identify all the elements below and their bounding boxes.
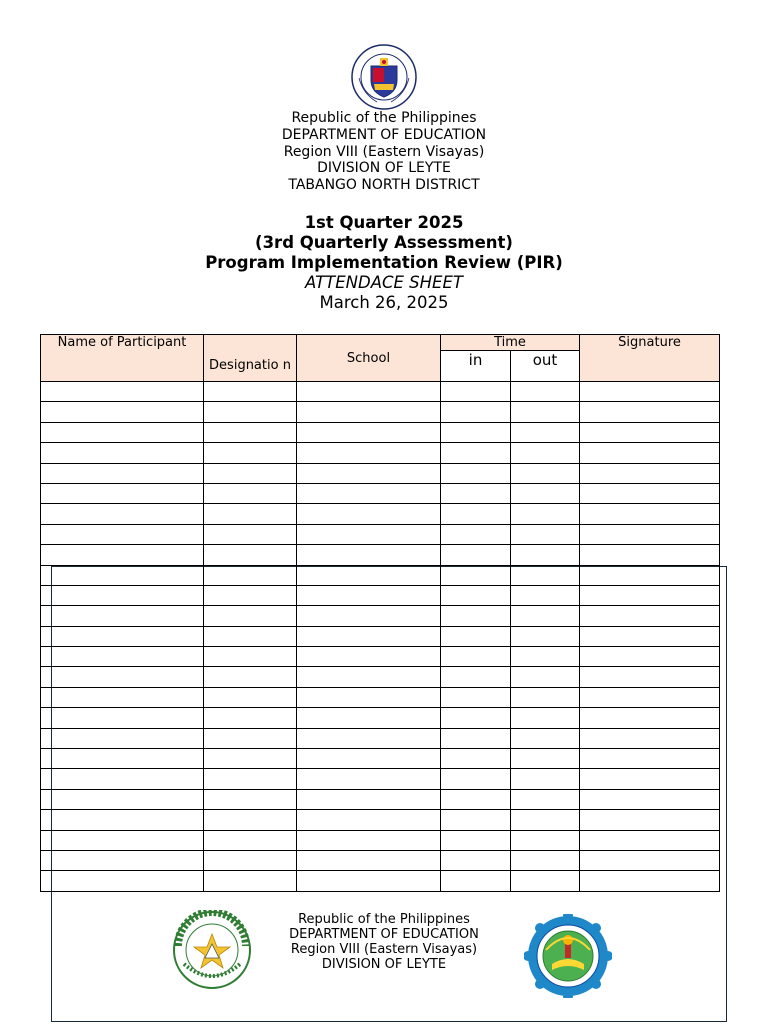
- cell-designation[interactable]: [204, 483, 297, 503]
- table-row: [41, 565, 720, 585]
- col-header-time-out: out: [511, 351, 580, 382]
- cell-name[interactable]: [41, 585, 204, 605]
- cell-time-in[interactable]: [441, 789, 511, 809]
- cell-name[interactable]: [41, 830, 204, 850]
- cell-time-out[interactable]: [511, 545, 580, 565]
- cell-signature[interactable]: [580, 789, 720, 809]
- cell-time-out[interactable]: [511, 667, 580, 687]
- cell-signature[interactable]: [580, 504, 720, 524]
- cell-name[interactable]: [41, 483, 204, 503]
- footer-republic: Republic of the Philippines: [298, 912, 470, 927]
- cell-name[interactable]: [41, 463, 204, 483]
- cell-school[interactable]: [297, 402, 441, 422]
- attendance-table-body: [41, 382, 720, 892]
- cell-signature[interactable]: [580, 463, 720, 483]
- header-division: DIVISION OF LEYTE: [317, 160, 451, 177]
- cell-signature[interactable]: [580, 483, 720, 503]
- cell-name[interactable]: [41, 545, 204, 565]
- cell-name[interactable]: [41, 708, 204, 728]
- table-row: [41, 728, 720, 748]
- cell-name[interactable]: [41, 769, 204, 789]
- cell-time-in[interactable]: [441, 728, 511, 748]
- cell-time-out[interactable]: [511, 647, 580, 667]
- cell-school[interactable]: [297, 606, 441, 626]
- cell-time-out[interactable]: [511, 830, 580, 850]
- table-row: [41, 850, 720, 870]
- table-row: [41, 504, 720, 524]
- cell-signature[interactable]: [580, 524, 720, 544]
- cell-signature[interactable]: [580, 749, 720, 769]
- col-header-signature: Signature: [580, 335, 720, 382]
- cell-time-out[interactable]: [511, 463, 580, 483]
- cell-signature[interactable]: [580, 402, 720, 422]
- table-row: [41, 483, 720, 503]
- cell-time-out[interactable]: [511, 504, 580, 524]
- cell-time-in[interactable]: [441, 769, 511, 789]
- cell-time-in[interactable]: [441, 545, 511, 565]
- cell-name[interactable]: [41, 749, 204, 769]
- cell-designation[interactable]: [204, 789, 297, 809]
- cell-signature[interactable]: [580, 830, 720, 850]
- table-row: [41, 830, 720, 850]
- cell-name[interactable]: [41, 606, 204, 626]
- cell-school[interactable]: [297, 687, 441, 707]
- cell-school[interactable]: [297, 769, 441, 789]
- table-row: [41, 606, 720, 626]
- cell-signature[interactable]: [580, 647, 720, 667]
- table-row: [41, 463, 720, 483]
- table-row: [41, 647, 720, 667]
- cell-time-in[interactable]: [441, 443, 511, 463]
- cell-time-out[interactable]: [511, 687, 580, 707]
- cell-signature[interactable]: [580, 871, 720, 891]
- cell-time-out[interactable]: [511, 606, 580, 626]
- title-program: Program Implementation Review (PIR): [205, 253, 563, 272]
- cell-name[interactable]: [41, 626, 204, 646]
- cell-signature[interactable]: [580, 667, 720, 687]
- cell-designation[interactable]: [204, 545, 297, 565]
- cell-signature[interactable]: [580, 565, 720, 585]
- cell-school[interactable]: [297, 667, 441, 687]
- cell-name[interactable]: [41, 524, 204, 544]
- cell-name[interactable]: [41, 422, 204, 442]
- title-date: March 26, 2025: [319, 293, 449, 312]
- cell-school[interactable]: [297, 524, 441, 544]
- cell-time-in[interactable]: [441, 830, 511, 850]
- cell-time-out[interactable]: [511, 402, 580, 422]
- cell-designation[interactable]: [204, 667, 297, 687]
- table-row: [41, 382, 720, 402]
- cell-designation[interactable]: [204, 504, 297, 524]
- header-block: [0, 110, 768, 194]
- footer-division: DIVISION OF LEYTE: [321, 957, 447, 972]
- table-row: [41, 810, 720, 830]
- cell-school[interactable]: [297, 789, 441, 809]
- cell-time-in[interactable]: [441, 708, 511, 728]
- cell-school[interactable]: [297, 382, 441, 402]
- col-header-time-in: in: [441, 351, 511, 382]
- cell-name[interactable]: [41, 402, 204, 422]
- cell-time-out[interactable]: [511, 850, 580, 870]
- cell-signature[interactable]: [580, 687, 720, 707]
- cell-designation[interactable]: [204, 524, 297, 544]
- cell-school[interactable]: [297, 422, 441, 442]
- cell-designation[interactable]: [204, 382, 297, 402]
- table-row: [41, 545, 720, 565]
- cell-designation[interactable]: [204, 850, 297, 870]
- col-header-name: Name of Participant: [41, 335, 204, 382]
- cell-time-out[interactable]: [511, 422, 580, 442]
- cell-time-in[interactable]: [441, 565, 511, 585]
- cell-designation[interactable]: [204, 402, 297, 422]
- footer-text-block: [259, 912, 509, 972]
- cell-time-in[interactable]: [441, 402, 511, 422]
- cell-time-in[interactable]: [441, 422, 511, 442]
- cell-signature[interactable]: [580, 810, 720, 830]
- cell-time-out[interactable]: [511, 749, 580, 769]
- title-block: [0, 213, 768, 313]
- cell-designation[interactable]: [204, 871, 297, 891]
- attendance-table: [40, 334, 720, 892]
- cell-time-out[interactable]: [511, 585, 580, 605]
- cell-designation[interactable]: [204, 565, 297, 585]
- table-row: [41, 708, 720, 728]
- cell-school[interactable]: [297, 504, 441, 524]
- cell-time-out[interactable]: [511, 728, 580, 748]
- cell-name[interactable]: [41, 443, 204, 463]
- cell-time-in[interactable]: [441, 850, 511, 870]
- cell-time-out[interactable]: [511, 789, 580, 809]
- cell-name[interactable]: [41, 789, 204, 809]
- cell-designation[interactable]: [204, 708, 297, 728]
- cell-school[interactable]: [297, 647, 441, 667]
- col-header-time: Time: [441, 335, 580, 351]
- cell-school[interactable]: [297, 626, 441, 646]
- cell-time-out[interactable]: [511, 871, 580, 891]
- cell-signature[interactable]: [580, 443, 720, 463]
- cell-name[interactable]: [41, 667, 204, 687]
- cell-time-out[interactable]: [511, 769, 580, 789]
- cell-designation[interactable]: [204, 810, 297, 830]
- cell-signature[interactable]: [580, 708, 720, 728]
- cell-signature[interactable]: [580, 545, 720, 565]
- cell-name[interactable]: [41, 382, 204, 402]
- cell-time-in[interactable]: [441, 382, 511, 402]
- deped-seal-icon: [349, 44, 419, 110]
- header-district: TABANGO NORTH DISTRICT: [288, 177, 480, 194]
- cell-school[interactable]: [297, 728, 441, 748]
- table-row: [41, 789, 720, 809]
- cell-designation[interactable]: [204, 830, 297, 850]
- cell-time-in[interactable]: [441, 871, 511, 891]
- table-row: [41, 524, 720, 544]
- cell-time-out[interactable]: [511, 565, 580, 585]
- cell-signature[interactable]: [580, 382, 720, 402]
- cell-name[interactable]: [41, 728, 204, 748]
- header-region: Region VIII (Eastern Visayas): [283, 143, 485, 160]
- cell-school[interactable]: [297, 830, 441, 850]
- cell-signature[interactable]: [580, 422, 720, 442]
- cell-name[interactable]: [41, 871, 204, 891]
- cell-signature[interactable]: [580, 585, 720, 605]
- cell-time-in[interactable]: [441, 667, 511, 687]
- title-quarter: 1st Quarter 2025: [304, 213, 464, 232]
- cell-name[interactable]: [41, 504, 204, 524]
- header-department: DEPARTMENT OF EDUCATION: [281, 126, 487, 143]
- cell-school[interactable]: [297, 565, 441, 585]
- cell-school[interactable]: [297, 810, 441, 830]
- cell-time-out[interactable]: [511, 708, 580, 728]
- table-row: [41, 749, 720, 769]
- cell-time-in[interactable]: [441, 483, 511, 503]
- table-row: [41, 769, 720, 789]
- cell-signature[interactable]: [580, 850, 720, 870]
- cell-time-in[interactable]: [441, 524, 511, 544]
- cell-time-out[interactable]: [511, 483, 580, 503]
- cell-time-in[interactable]: [441, 810, 511, 830]
- title-assessment: (3rd Quarterly Assessment): [255, 233, 513, 252]
- cell-school[interactable]: [297, 749, 441, 769]
- cell-designation[interactable]: [204, 647, 297, 667]
- cell-time-in[interactable]: [441, 626, 511, 646]
- cell-school[interactable]: [297, 483, 441, 503]
- cell-designation[interactable]: [204, 728, 297, 748]
- cell-time-out[interactable]: [511, 810, 580, 830]
- cell-signature[interactable]: [580, 626, 720, 646]
- schools-division-of-leyte-logo-icon: [172, 910, 252, 990]
- cell-designation[interactable]: [204, 463, 297, 483]
- header-republic: Republic of the Philippines: [291, 110, 477, 126]
- cell-designation[interactable]: [204, 585, 297, 605]
- cell-time-in[interactable]: [441, 606, 511, 626]
- footer-department: DEPARTMENT OF EDUCATION: [289, 927, 479, 942]
- table-row: [41, 402, 720, 422]
- cell-time-in[interactable]: [441, 463, 511, 483]
- tabango-north-district-logo-icon: [524, 914, 612, 998]
- table-row: [41, 626, 720, 646]
- cell-name[interactable]: [41, 810, 204, 830]
- cell-time-in[interactable]: [441, 585, 511, 605]
- table-row: [41, 422, 720, 442]
- cell-name[interactable]: [41, 850, 204, 870]
- cell-school[interactable]: [297, 585, 441, 605]
- cell-name[interactable]: [41, 565, 204, 585]
- cell-designation[interactable]: [204, 422, 297, 442]
- cell-name[interactable]: [41, 647, 204, 667]
- table-row: [41, 585, 720, 605]
- cell-school[interactable]: [297, 463, 441, 483]
- cell-time-in[interactable]: [441, 749, 511, 769]
- cell-school[interactable]: [297, 850, 441, 870]
- cell-time-in[interactable]: [441, 504, 511, 524]
- cell-designation[interactable]: [204, 687, 297, 707]
- col-header-school: School: [297, 335, 441, 382]
- cell-designation[interactable]: [204, 606, 297, 626]
- cell-signature[interactable]: [580, 728, 720, 748]
- cell-time-in[interactable]: [441, 687, 511, 707]
- cell-school[interactable]: [297, 871, 441, 891]
- cell-signature[interactable]: [580, 606, 720, 626]
- cell-designation[interactable]: [204, 626, 297, 646]
- cell-signature[interactable]: [580, 769, 720, 789]
- cell-time-out[interactable]: [511, 626, 580, 646]
- table-row: [41, 687, 720, 707]
- footer-region: Region VIII (Eastern Visayas): [290, 942, 478, 957]
- table-row: [41, 667, 720, 687]
- col-header-designation: Designatio n: [204, 335, 297, 382]
- cell-school[interactable]: [297, 545, 441, 565]
- cell-designation[interactable]: [204, 443, 297, 463]
- table-row: [41, 871, 720, 891]
- cell-name[interactable]: [41, 687, 204, 707]
- table-row: [41, 443, 720, 463]
- cell-school[interactable]: [297, 708, 441, 728]
- cell-school[interactable]: [297, 443, 441, 463]
- cell-time-out[interactable]: [511, 382, 580, 402]
- title-sheet: ATTENDACE SHEET: [304, 273, 463, 292]
- cell-time-out[interactable]: [511, 443, 580, 463]
- cell-designation[interactable]: [204, 749, 297, 769]
- cell-designation[interactable]: [204, 769, 297, 789]
- cell-time-out[interactable]: [511, 524, 580, 544]
- cell-time-in[interactable]: [441, 647, 511, 667]
